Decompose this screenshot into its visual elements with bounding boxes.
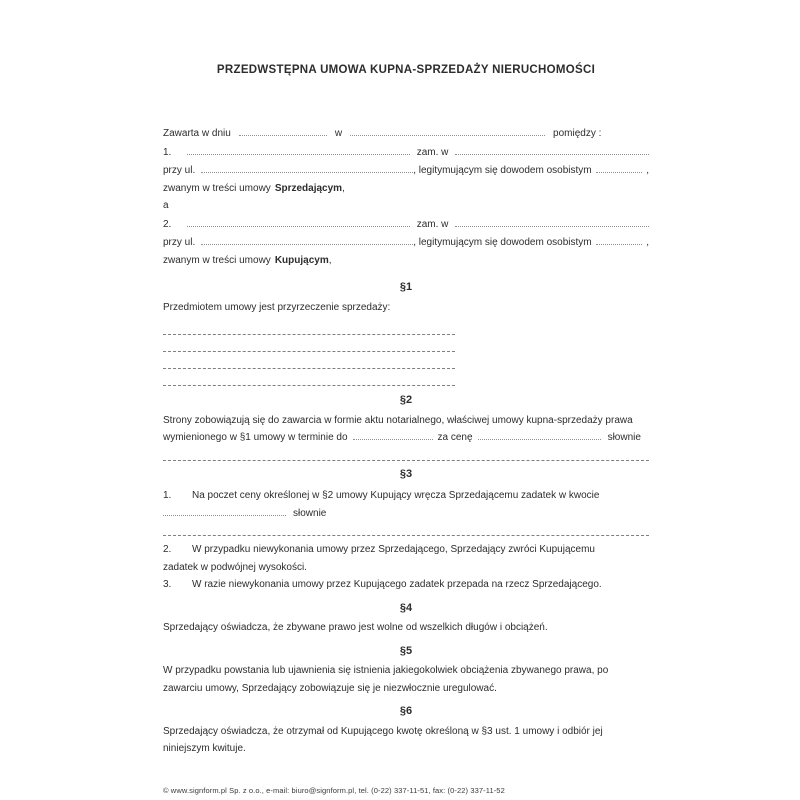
section-3-heading: §3 bbox=[399, 467, 413, 480]
s3-item-2 bbox=[163, 541, 615, 576]
s3-item-1 bbox=[163, 487, 649, 522]
party2-zwanym-text: zwanym w treści umowy bbox=[163, 254, 271, 266]
writing-line bbox=[163, 318, 455, 335]
party1-name-line bbox=[163, 143, 649, 162]
party1-role: Sprzedającym bbox=[274, 182, 343, 194]
party2-city-blank bbox=[455, 215, 649, 227]
writing-line bbox=[163, 352, 455, 369]
party2-name-blank bbox=[187, 215, 410, 227]
party2-id-blank bbox=[596, 233, 643, 245]
party1-street-line bbox=[163, 161, 649, 180]
s3-item-1-number: 1. bbox=[163, 490, 172, 501]
party1-role-comma: , bbox=[342, 182, 345, 194]
party2-street-blank bbox=[201, 233, 413, 245]
party1-city-blank bbox=[455, 143, 649, 155]
s3-item-3 bbox=[163, 576, 649, 594]
section-6-heading: §6 bbox=[399, 705, 413, 717]
section-1-heading: §1 bbox=[399, 281, 413, 293]
price-in-words-line bbox=[163, 447, 649, 461]
s3-item-3-number: 3. bbox=[163, 579, 172, 590]
section-2-text: Strony zobowiązują się do zawarcia w formie aktu notarialnego, właściwej umowy kupna-sprzedaży prawa wymienionego w §1 umowy w terminie do bbox=[163, 414, 633, 443]
intro-text-1: Zawarta w dniu bbox=[163, 128, 231, 139]
section-2-paragraph bbox=[163, 412, 649, 447]
party1-zwanym-text: zwanym w treści umowy bbox=[163, 182, 271, 194]
intro-line bbox=[163, 124, 649, 143]
deposit-in-words-line bbox=[163, 522, 649, 536]
s3-item-1-text: Na poczet ceny określonej w §2 umowy Kupujący wręcza Sprzedającemu zadatek w kwocie bbox=[192, 490, 600, 501]
intro-text-2: w bbox=[334, 128, 343, 139]
s3-item-3-text: W razie niewykonania umowy przez Kupującego zadatek przepada na rzecz Sprzedającego. bbox=[192, 579, 602, 590]
price-blank bbox=[478, 429, 601, 440]
party1-id-blank bbox=[596, 161, 643, 173]
s3-item-2-number: 2. bbox=[163, 544, 172, 555]
section-6-text: Sprzedający oświadcza, że otrzymał od Kupującego kwotę określoną w §3 ust. 1 umowy i odbiór jej niniejszym kwituje. bbox=[163, 725, 603, 754]
party1-street-blank bbox=[201, 161, 413, 173]
connector-line: a bbox=[163, 200, 169, 211]
party2-zam-label: zam. w bbox=[416, 218, 449, 230]
writing-line bbox=[163, 335, 455, 352]
intro-text-3: pomiędzy : bbox=[553, 128, 602, 139]
section-5-text: W przypadku powstania lub ujawnienia się istnienia jakiegokolwiek obciążenia zbywanego prawa, po zawarciu umowy, Sprzedający zobowiązuje się je niezwłocznie uregulować. bbox=[163, 665, 609, 694]
party2-role-line bbox=[163, 252, 649, 270]
section-1-text: Przedmiotem umowy jest przyrzeczenie sprzedaży: bbox=[163, 301, 391, 313]
writing-line bbox=[163, 369, 455, 386]
party1-trailing-comma: , bbox=[646, 165, 649, 176]
section-4-text: Sprzedający oświadcza, że zbywane prawo jest wolne od wszelkich długów i obciążeń. bbox=[163, 622, 548, 633]
party1-role-line bbox=[163, 180, 649, 198]
party2-role: Kupującym bbox=[274, 254, 329, 266]
document-title: PRZEDWSTĘPNA UMOWA KUPNA-SPRZEDAŻY NIERUCHOMOŚCI bbox=[216, 64, 596, 76]
date-blank bbox=[239, 124, 327, 136]
party2-number: 2. bbox=[163, 218, 172, 230]
copyright-footer: © www.signform.pl Sp. z o.o., e-mail: biuro@signform.pl, tel. (0-22) 337-11-51, fax: (0-22) 337-11-52 bbox=[163, 785, 505, 795]
party1-zam-label: zam. w bbox=[416, 146, 449, 158]
deposit-amount-blank bbox=[163, 505, 286, 516]
section-4-heading: §4 bbox=[399, 601, 413, 614]
section-5-heading: §5 bbox=[399, 644, 413, 657]
section-2-heading: §2 bbox=[399, 394, 413, 406]
party2-przy-label: przy ul. bbox=[163, 237, 196, 248]
party1-id-label: , legitymującym się dowodem osobistym bbox=[413, 165, 592, 176]
party1-przy-label: przy ul. bbox=[163, 165, 196, 176]
party1-number: 1. bbox=[163, 146, 172, 158]
subject-writing-lines bbox=[163, 318, 649, 386]
price-label: za cenę bbox=[437, 432, 473, 443]
s3-item-2-text: W przypadku niewykonania umowy przez Sprzedającego, Sprzedający zwróci Kupującemu zadatek w podwójnej wysokości. bbox=[163, 544, 595, 573]
party2-name-line bbox=[163, 215, 649, 234]
party1-name-blank bbox=[187, 143, 410, 155]
s2-slownie-label: słownie bbox=[607, 432, 641, 443]
party2-street-line bbox=[163, 233, 649, 252]
document-content bbox=[163, 0, 649, 799]
s3-item-1-slownie: słownie bbox=[293, 507, 327, 519]
deadline-blank bbox=[353, 429, 433, 440]
city-blank bbox=[350, 124, 545, 136]
party2-id-label: , legitymującym się dowodem osobistym bbox=[413, 237, 592, 248]
party2-trailing-comma: , bbox=[646, 237, 649, 248]
party2-role-comma: , bbox=[328, 254, 332, 266]
